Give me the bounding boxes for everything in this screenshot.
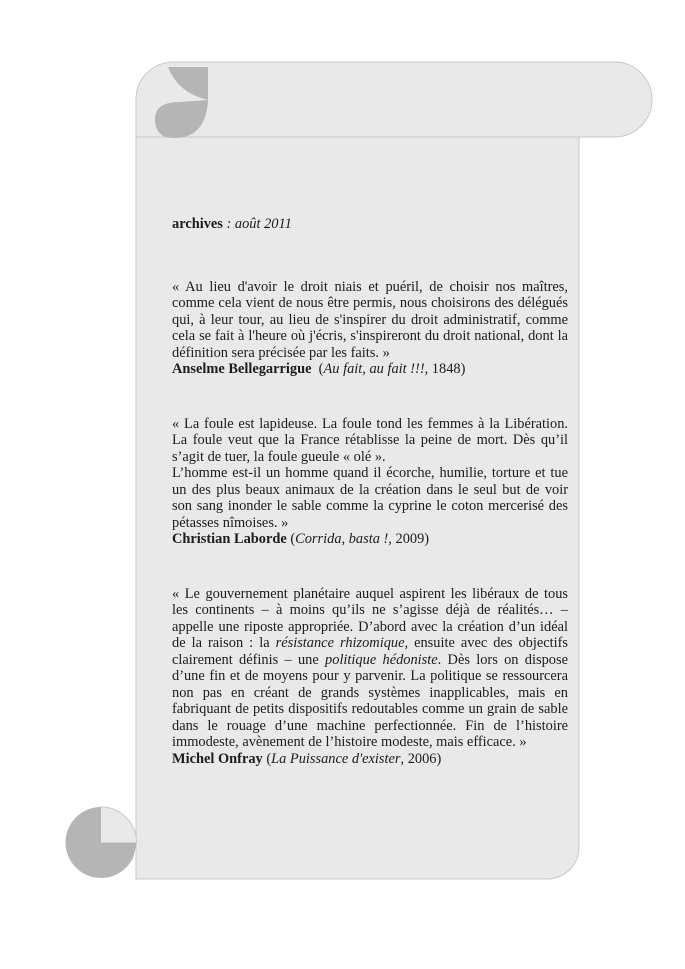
text-segment: (	[286, 531, 296, 547]
quotes	[172, 279, 568, 768]
quote-block	[172, 416, 568, 548]
text-segment: « Au lieu d'avoir le droit niais et puéril, de choisir nos maîtres, comme cela vient de nous être permis, nous choisirons des délégués qui, à leur tour, au lieu de s'inspirer du droit administratif, comme cela se fait à l'heure où j'écris, s'inspireront du droit national, dont la définition sera précisée par les faits. »	[172, 278, 568, 361]
quote-paragraph	[172, 465, 568, 531]
text-segment: . Dès lors on dispose d’une fin et de moyens pour y parvenir. La politique se ressourcera non pas en créant de grands systèmes inapplicables, mais en fabriquant de petits dispositifs redoutables comme un grain de sable dans le rouage d’une machine perfectionnée. Fin de l’histoire immodeste, avènement de l’histoire modeste, mais efficace. »	[172, 651, 568, 750]
quote-paragraph	[172, 416, 568, 466]
quote-paragraph	[172, 586, 568, 751]
text-segment: Michel Onfray	[172, 750, 263, 767]
text-segment: , ensuite avec des objectifs clairement définis – une	[172, 635, 569, 668]
quote-block	[172, 586, 568, 768]
text-segment: Au fait, au fait !!!	[323, 361, 425, 377]
text-segment: politique hédoniste	[325, 651, 438, 668]
text-segment: , 2006)	[400, 750, 442, 767]
archives-header	[172, 216, 568, 233]
text-segment: résistance rhizomique	[275, 635, 405, 651]
scroll-content	[172, 216, 568, 767]
quote-credit	[172, 751, 568, 768]
scroll-top-roll	[136, 62, 652, 137]
text-segment: archives	[172, 216, 223, 232]
quote-credit	[172, 531, 568, 548]
quote-block	[172, 279, 568, 378]
text-segment: « La foule est lapideuse. La foule tond les femmes à la Libération. La foule veut que la France rétablisse la peine de mort. Dès qu’il s’agit de tuer, la foule gueule « olé ».	[172, 415, 568, 465]
text-segment: La Puissance d'exister	[271, 750, 401, 767]
text-segment: Corrida, basta !	[295, 531, 389, 547]
text-segment: « Le gouvernement planétaire auquel aspirent les libéraux de tous les continents – à moins qu’ils ne s’agisse déjà de réalités… – appelle une riposte appropriée. D’abord avec la création d’un idéal de la raison : la	[172, 585, 568, 651]
text-segment: Christian Laborde	[172, 531, 287, 547]
text-segment: , 2009)	[388, 531, 430, 547]
quote-paragraph	[172, 279, 568, 362]
text-segment: , 1848)	[424, 361, 466, 377]
text-segment: : août 2011	[222, 216, 292, 232]
scroll-bottom-sheet	[101, 807, 137, 843]
quote-credit	[172, 361, 568, 378]
text-segment: (	[262, 750, 272, 767]
text-segment: L’homme est-il un homme quand il écorche, humilie, torture et tue un des plus beaux animaux de la création dans le seul but de voir son sang inonder le sable comme la cyprine le coton mercerisé des pétasses nîmoises. »	[172, 465, 568, 531]
text-segment: (	[311, 361, 324, 377]
text-segment: Anselme Bellegarrigue	[172, 361, 312, 377]
